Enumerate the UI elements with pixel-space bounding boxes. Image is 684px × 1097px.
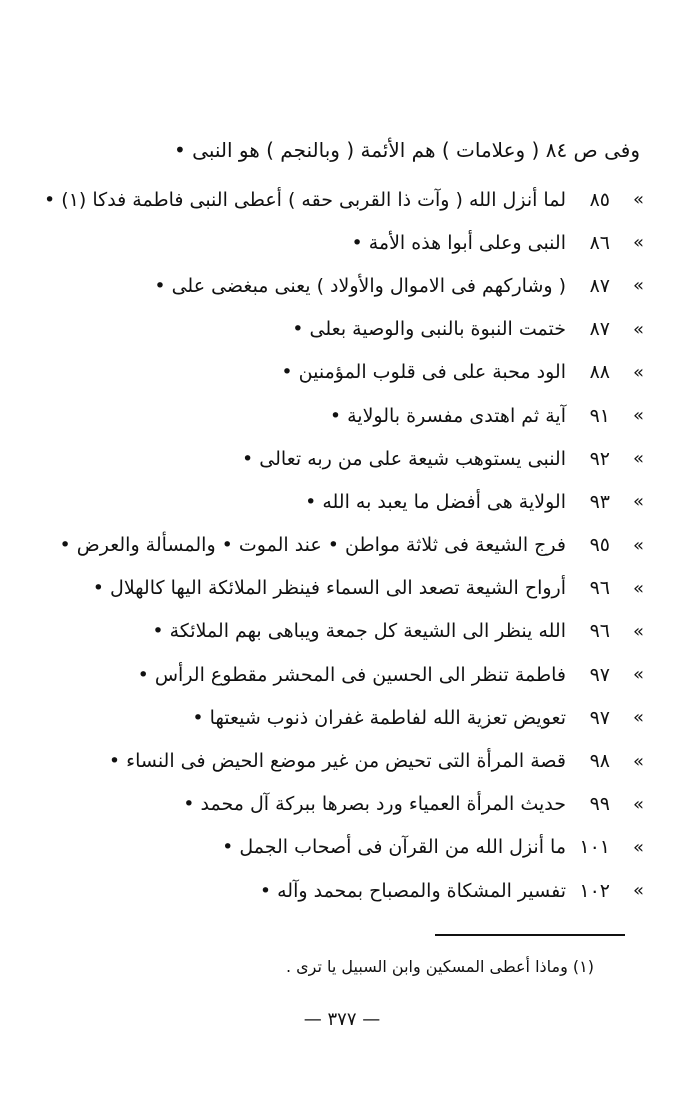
entry-text: فرج الشيعة فى ثلاثة مواطن • عند الموت • والمسألة والعرض • bbox=[59, 534, 566, 557]
list-item bbox=[34, 394, 644, 437]
entry-page-number: ٩٦ bbox=[589, 577, 610, 600]
list-item bbox=[34, 308, 644, 351]
intro-line: وفى ص ٨٤ ( وعلامات ) هم الأئمة ( وبالنجم ) هو النبى • bbox=[174, 138, 640, 162]
page-number: — ٣٧٧ — bbox=[303, 1009, 381, 1030]
entry-page-number: ٨٧ bbox=[589, 274, 610, 297]
list-item bbox=[34, 221, 644, 264]
entry-text: تعويض تعزية الله لفاطمة غفران ذنوب شيعتها • bbox=[192, 706, 566, 729]
list-item bbox=[34, 783, 644, 826]
entry-page-number: ٩٥ bbox=[589, 534, 610, 557]
entry-page-number: ٨٨ bbox=[589, 361, 610, 384]
list-item bbox=[34, 610, 644, 653]
entry-text: الولاية هى أفضل ما يعبد به الله • bbox=[305, 490, 566, 513]
list-item bbox=[34, 480, 644, 523]
list-item bbox=[34, 653, 644, 696]
entry-text: أرواح الشيعة تصعد الى السماء فينظر الملائكة اليها كالهلال • bbox=[92, 577, 566, 600]
list-item bbox=[34, 524, 644, 567]
ditto-mark: » bbox=[632, 880, 644, 902]
ditto-mark: » bbox=[632, 405, 644, 427]
footnote: (١) وماذا أعطى المسكين وابن السبيل يا ترى . bbox=[285, 957, 594, 976]
list-item bbox=[34, 869, 644, 912]
entry-text: فاطمة تنظر الى الحسين فى المحشر مقطوع الرأس • bbox=[137, 663, 566, 686]
ditto-mark: » bbox=[632, 189, 644, 211]
entry-page-number: ٨٦ bbox=[589, 231, 610, 254]
entry-text: الله ينظر الى الشيعة كل جمعة ويباهى بهم الملائكة • bbox=[152, 620, 566, 643]
list-item bbox=[34, 437, 644, 480]
entry-page-number: ٩٧ bbox=[589, 706, 610, 729]
entry-text: ( وشاركهم فى الاموال والأولاد ) يعنى مبغضى على • bbox=[154, 274, 566, 297]
entry-page-number: ٩٧ bbox=[589, 663, 610, 686]
entry-page-number: ١٠٢ bbox=[579, 879, 610, 902]
entry-text: حديث المرأة العمياء ورد بصرها ببركة آل محمد • bbox=[183, 793, 566, 816]
ditto-mark: » bbox=[632, 318, 644, 340]
entry-page-number: ٩٩ bbox=[589, 793, 610, 816]
ditto-mark: » bbox=[632, 275, 644, 297]
entry-page-number: ٨٥ bbox=[589, 188, 610, 211]
entry-text: قصة المرأة التى تحيض من غير موضع الحيض فى النساء • bbox=[108, 750, 566, 773]
ditto-mark: » bbox=[632, 836, 644, 858]
entry-text: لما أنزل الله ( وآت ذا القربى حقه ) أعطى النبى فاطمة فدكا (١) • bbox=[44, 188, 566, 211]
entry-text: الود محبة على فى قلوب المؤمنين • bbox=[281, 361, 566, 384]
entry-text: النبى يستوهب شيعة على من ربه تعالى • bbox=[242, 447, 566, 470]
entry-page-number: ٩٣ bbox=[589, 490, 610, 513]
footnote-divider bbox=[435, 934, 625, 936]
entry-page-number: ٩٨ bbox=[589, 750, 610, 773]
ditto-mark: » bbox=[632, 664, 644, 686]
entry-page-number: ٨٧ bbox=[589, 318, 610, 341]
ditto-mark: » bbox=[632, 361, 644, 383]
entry-page-number: ١٠١ bbox=[579, 836, 610, 859]
ditto-mark: » bbox=[632, 491, 644, 513]
entry-text: النبى وعلى أبوا هذه الأمة • bbox=[351, 231, 566, 254]
ditto-mark: » bbox=[632, 534, 644, 556]
entry-text: تفسير المشكاة والمصباح بمحمد وآله • bbox=[259, 879, 566, 902]
entry-list bbox=[34, 178, 644, 912]
entry-text: ما أنزل الله من القرآن فى أصحاب الجمل • bbox=[222, 836, 566, 859]
entry-page-number: ٩١ bbox=[589, 404, 610, 427]
ditto-mark: » bbox=[632, 448, 644, 470]
ditto-mark: » bbox=[632, 620, 644, 642]
list-item bbox=[34, 351, 644, 394]
list-item bbox=[34, 826, 644, 869]
ditto-mark: » bbox=[632, 750, 644, 772]
ditto-mark: » bbox=[632, 793, 644, 815]
list-item bbox=[34, 264, 644, 307]
entry-page-number: ٩٢ bbox=[589, 447, 610, 470]
list-item bbox=[34, 178, 644, 221]
ditto-mark: » bbox=[632, 232, 644, 254]
list-item bbox=[34, 696, 644, 739]
entry-page-number: ٩٦ bbox=[589, 620, 610, 643]
list-item bbox=[34, 567, 644, 610]
ditto-mark: » bbox=[632, 577, 644, 599]
entry-text: ختمت النبوة بالنبى والوصية بعلى • bbox=[292, 318, 566, 341]
list-item bbox=[34, 739, 644, 782]
entry-text: آية ثم اهتدى مفسرة بالولاية • bbox=[329, 404, 566, 427]
ditto-mark: » bbox=[632, 707, 644, 729]
